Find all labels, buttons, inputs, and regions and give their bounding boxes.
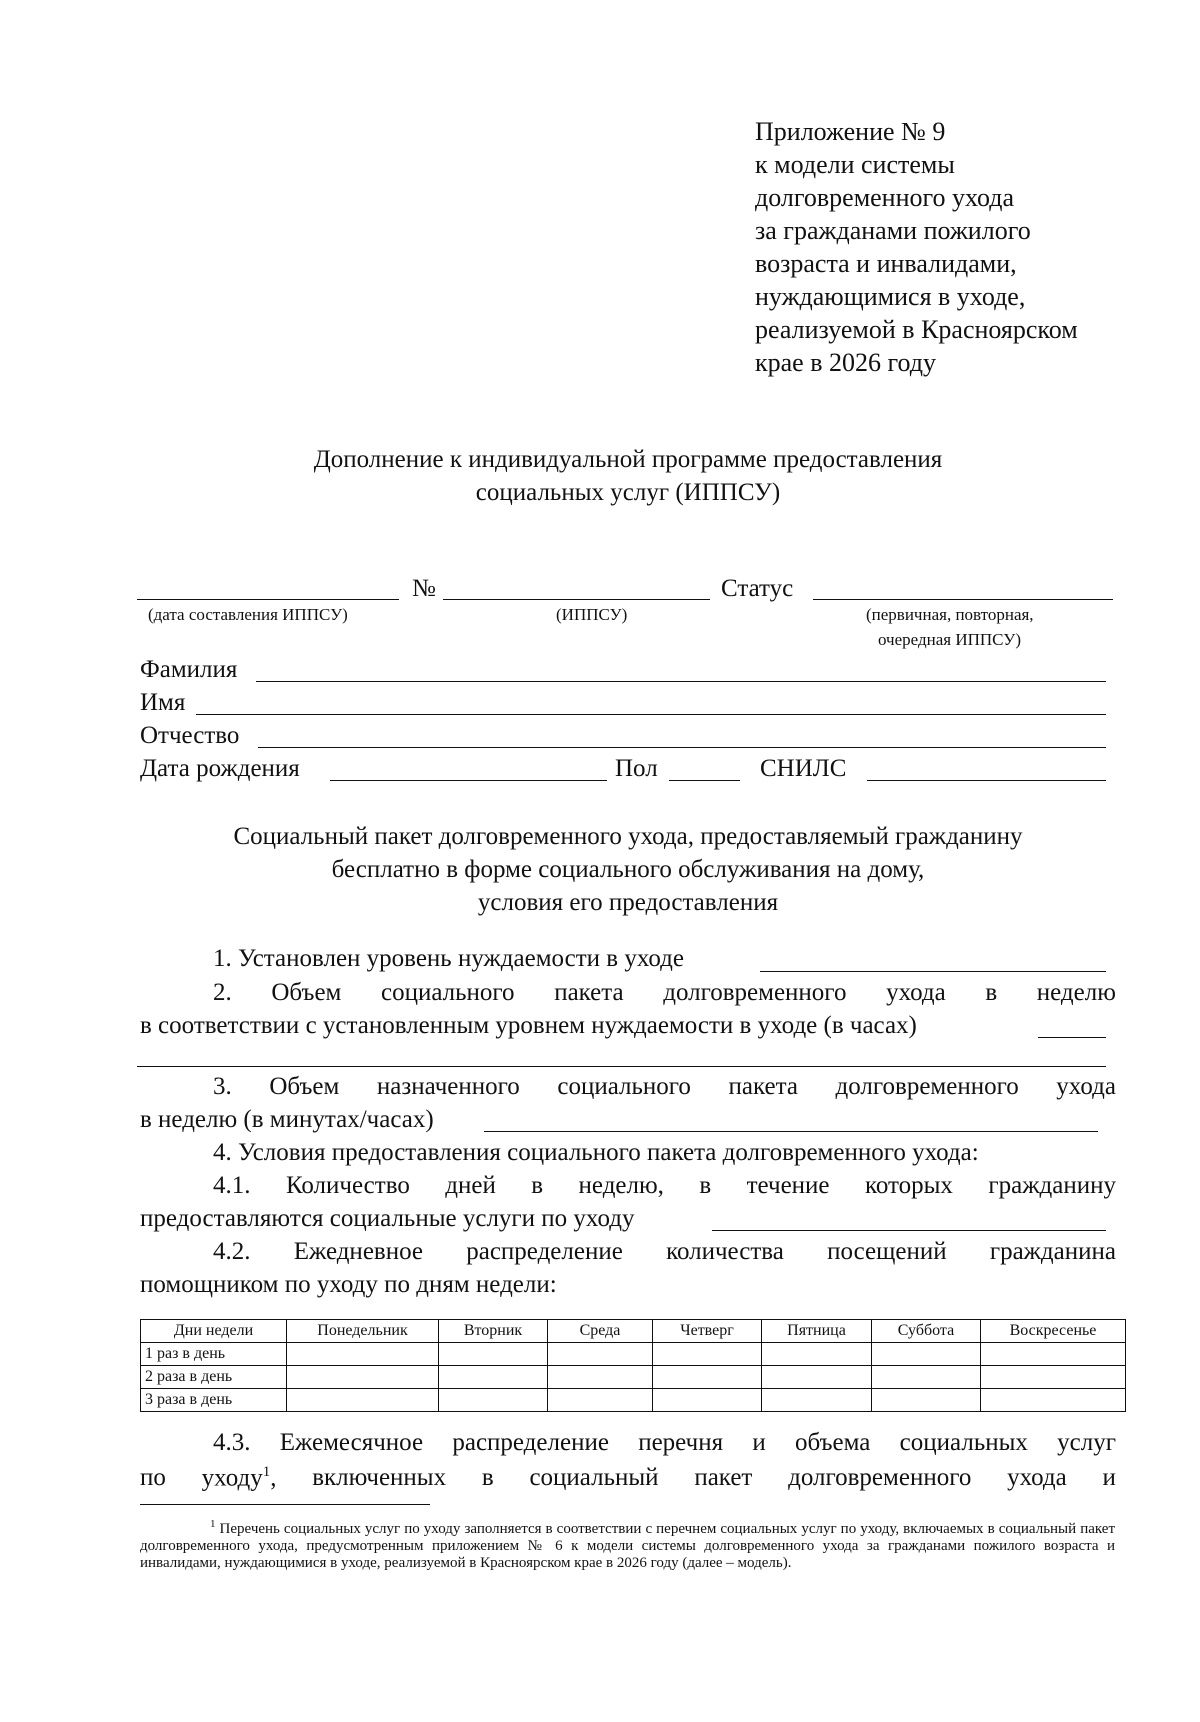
item-2-word: в [985,979,998,1006]
item-41-word: гражданину [988,1172,1116,1199]
item-41-word: неделю, [578,1172,664,1199]
item-41-word: в [531,1172,544,1199]
table-header-row [141,1320,1126,1343]
snils-label: СНИЛС [760,755,847,782]
sex-field[interactable] [669,780,740,781]
item-42-text: помощником по уходу по дням недели: [140,1271,557,1298]
appendix-line: возраста и инвалидами, [755,249,1017,278]
item-2-text: в соответствии с установленным уровнем нуждаемости в уходе (в часах) [140,1012,917,1039]
row-label: 1 раз в день [141,1343,287,1366]
item-43-comma: , [270,1464,277,1492]
item-42-word: количества [666,1238,784,1265]
item-43-word: услуг [1057,1429,1116,1456]
table-header-cell: Четверг [653,1320,762,1343]
weekly-hours-field-extra[interactable] [137,1066,1106,1067]
item-4-text: 4. Условия предоставления социального пакета долговременного ухода: [213,1139,979,1166]
item-2-word: Объем [271,979,342,1006]
item-43-line-1 [213,1430,1116,1455]
table-header-cell: Дни недели [141,1320,287,1343]
table-cell[interactable] [981,1343,1126,1366]
appendix-line: за гражданами пожилого [755,216,1031,245]
item-42-line-1 [213,1239,1116,1264]
number-sign: № [412,575,436,602]
surname-field[interactable] [256,681,1106,682]
item-42-word: Ежедневное [293,1238,423,1265]
item-41-word: которых [864,1172,953,1199]
title-line: социальных услуг (ИППСУ) [475,479,781,506]
item-41-text: предоставляются социальные услуги по уходу [140,1205,635,1232]
item-43-word: ухода [1007,1464,1067,1491]
item-41-word: 4.1. [213,1172,251,1199]
table-cell[interactable] [762,1366,872,1389]
appendix-line: Приложение № 9 [755,117,946,146]
visits-table [140,1319,1126,1412]
item-41-word: в [699,1172,712,1199]
table-cell[interactable] [872,1343,981,1366]
footnote-mark: 1 [210,1518,216,1530]
table-cell[interactable] [287,1366,439,1389]
birthdate-field[interactable] [330,780,607,781]
snils-field[interactable] [867,780,1106,781]
sex-label: Пол [615,755,658,782]
item-43-word: в [481,1464,494,1491]
item-43-word: и [1102,1464,1116,1491]
name-field[interactable] [196,714,1106,715]
status-caption: очередная ИППСУ) [878,630,1021,649]
item-42-word: 4.2. [213,1238,251,1265]
table-cell[interactable] [287,1343,439,1366]
item-42-word: распределение [466,1238,623,1265]
name-label: Имя [140,689,186,716]
care-level-field[interactable] [760,971,1106,972]
table-cell[interactable] [439,1343,548,1366]
date-field[interactable] [137,599,399,600]
section-title-line: бесплатно в форме социального обслуживания на дому, [331,856,925,883]
table-header-cell: Пятница [762,1320,872,1343]
status-caption: (первичная, повторная, [866,605,1034,624]
table-header-cell: Суббота [872,1320,981,1343]
status-label: Статус [721,575,794,602]
item-43-word: пакет [694,1464,753,1491]
item-2-word: пакета [554,979,624,1006]
patronymic-field[interactable] [258,747,1106,748]
item-41-line-1 [213,1173,1116,1198]
item-43-word: распределение [452,1429,609,1456]
table-row [141,1343,1126,1366]
table-cell[interactable] [762,1343,872,1366]
table-cell[interactable] [981,1389,1126,1412]
table-cell[interactable] [981,1366,1126,1389]
item-43-word: Ежемесячное [279,1429,424,1456]
table-cell[interactable] [762,1389,872,1412]
table-cell[interactable] [548,1366,653,1389]
row-label: 3 раза в день [141,1389,287,1412]
table-header-cell: Понедельник [287,1320,439,1343]
item-43-word: по [140,1464,166,1491]
footnote-text: Перечень социальных услуг по уходу заполняется в соответствии с перечнем социальных услуг по уходу, включаемых в социальный пакет долговременного ухода, предусмотренным приложением № 6 к модели системы долговременного ухода за гражданами пожилого возраста и инвалидами, нуждающимися в уходе, реализуемой в Красноярском крае в 2026 году (далее – модель). [140,1521,1116,1571]
item-1-text: 1. Установлен уровень нуждаемости в уходе [213,945,684,972]
item-43-word: 4.3. [213,1429,251,1456]
item-43-word: долговременного [788,1464,972,1491]
table-row [141,1366,1126,1389]
document-title [0,443,1200,509]
item-3-word: 3. [213,1073,232,1100]
table-header-cell: Вторник [439,1320,548,1343]
appendix-line: реализуемой в Красноярском [755,315,1078,344]
item-3-word: пакета [728,1073,798,1100]
table-row [141,1389,1126,1412]
item-43-word: включенных [312,1464,447,1491]
footnote-reference[interactable]: 1 [262,1464,271,1480]
item-43-word: социальный [529,1464,659,1491]
table-cell[interactable] [872,1389,981,1412]
appendix-line: долговременного ухода [755,183,1015,212]
table-cell[interactable] [439,1389,548,1412]
item-43-word-with-footnote [202,1465,277,1490]
assigned-volume-field[interactable] [484,1131,1098,1132]
appendix-line: к модели системы [755,150,955,179]
item-2-word: долговременного [663,979,847,1006]
row-label: 2 раза в день [141,1366,287,1389]
table-cell[interactable] [287,1389,439,1412]
title-line: Дополнение к индивидуальной программе предоставления [313,446,943,473]
section-title-line: Социальный пакет долговременного ухода, предоставляемый гражданину [233,823,1023,850]
table-cell[interactable] [548,1389,653,1412]
table-cell[interactable] [439,1366,548,1389]
item-3-word: назначенного [376,1073,520,1100]
item-41-word: течение [746,1172,830,1199]
item-2-word: неделю [1036,979,1116,1006]
appendix-block [755,115,1078,379]
section-title-line: условия его предоставления [477,889,779,916]
table-cell[interactable] [872,1366,981,1389]
item-43-word: уходу [201,1464,263,1492]
item-3-word: Объем [269,1073,340,1100]
item-42-word: посещений [827,1238,947,1265]
appendix-line: крае в 2026 году [755,348,936,377]
appendix-line: нуждающимися в уходе, [755,282,1026,311]
item-2-word: ухода [886,979,946,1006]
footnote [140,1516,1115,1572]
item-42-word: гражданина [989,1238,1116,1265]
item-2-word: социального [381,979,515,1006]
item-3-word: социального [557,1073,691,1100]
item-3-word: ухода [1056,1073,1116,1100]
item-3-line-1 [213,1074,1116,1099]
table-cell[interactable] [653,1343,762,1366]
ippsu-caption: (ИППСУ) [556,605,628,624]
weekly-hours-field[interactable] [1038,1037,1106,1038]
item-2-line-1 [213,980,1116,1005]
footnote-separator [140,1504,430,1505]
birthdate-label: Дата рождения [140,755,300,782]
item-3-word: долговременного [835,1073,1019,1100]
status-field[interactable] [813,599,1113,600]
item-43-word: и [752,1429,766,1456]
item-2-word: 2. [213,979,232,1006]
surname-label: Фамилия [140,656,238,683]
table-cell[interactable] [653,1366,762,1389]
item-43-word: перечня [638,1429,724,1456]
item-41-word: Количество [285,1172,410,1199]
item-43-word: объема [795,1429,871,1456]
item-43-line-2 [140,1465,1116,1490]
patronymic-label: Отчество [140,722,240,749]
number-field[interactable] [443,599,710,600]
days-per-week-field[interactable] [712,1230,1106,1231]
table-cell[interactable] [653,1389,762,1412]
table-cell[interactable] [548,1343,653,1366]
item-3-text: в неделю (в минутах/часах) [140,1106,434,1133]
table-header-cell: Воскресенье [981,1320,1126,1343]
date-caption: (дата составления ИППСУ) [148,605,348,624]
section-title [0,820,1200,919]
item-43-word: социальных [899,1429,1028,1456]
table-header-cell: Среда [548,1320,653,1343]
item-41-word: дней [445,1172,496,1199]
